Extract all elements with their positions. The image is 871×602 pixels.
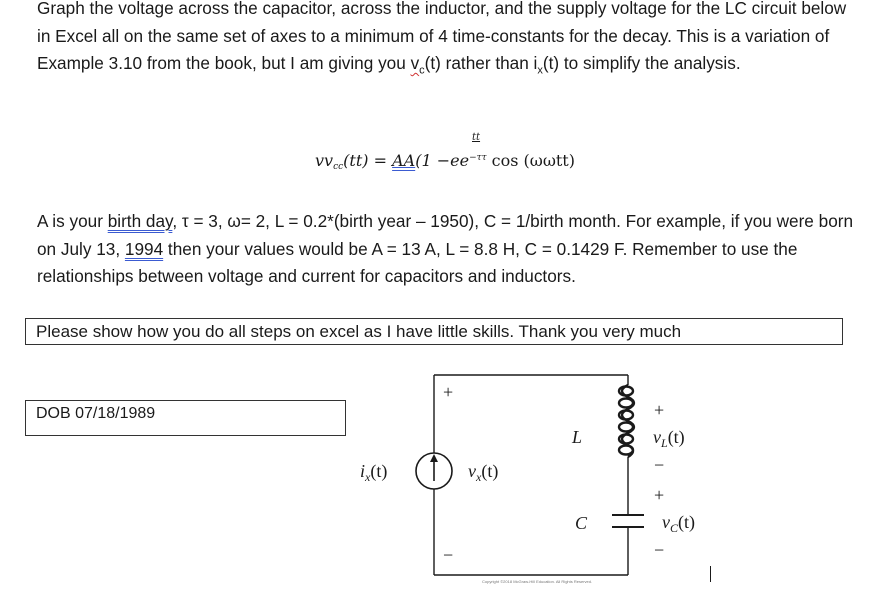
voltage-equation: vvcc(tt) = $AA(1 -ee^{-\tau\tau}$ cos (ωωtt) (315, 151, 575, 172)
ix-label: $i_x(t)$ (360, 461, 388, 484)
vc-term: $v_c$ (410, 53, 425, 77)
vx-label: $v_x(t)$ (468, 461, 499, 484)
request-text-box[interactable]: Please show how you do all steps on excel as I have little skills. Thank you very much (25, 318, 843, 345)
p1-text-c: (t) to simplify the analysis. (542, 53, 741, 73)
lc-circuit-diagram (350, 365, 730, 595)
vc-label: $v_C(t)$ (662, 512, 696, 535)
copyright-note: Copyright ©2018 McGraw-Hill Education. All Rights Reserved. (482, 579, 593, 584)
equation-superscript: tt (472, 132, 481, 143)
inductor-label: L (572, 427, 583, 447)
text-cursor (710, 566, 711, 582)
p1-text-a: Graph the voltage across the capacitor, across the inductor, and the supply voltage for the LC circuit below in Excel all on the same set of axes to a minimum of 4 time-constants for the decay. This is a variation of Example 3.10 from the book, but I am giving you (37, 0, 847, 73)
current-source-icon (416, 453, 452, 489)
vx-plus-sign: + (443, 382, 454, 402)
p1-text-b: (t) rather than i (424, 53, 538, 73)
capacitor-icon (612, 515, 644, 527)
capacitor-label: C (575, 513, 588, 533)
year-term: 1994 (124, 238, 164, 259)
vc-minus-sign: − (654, 540, 665, 560)
vl-label: $v_L(t)$ (653, 427, 685, 450)
ix-subscript: x (537, 64, 543, 77)
vx-minus-sign: − (443, 545, 454, 565)
inductor-coil-icon (619, 385, 634, 457)
problem-paragraph-1 (37, 0, 857, 78)
vl-plus-sign: + (654, 400, 665, 420)
vl-minus-sign: − (654, 455, 665, 475)
birth-day-term: birth day (107, 211, 173, 231)
dob-text-box[interactable]: DOB 07/18/1989 (25, 400, 346, 436)
vc-plus-sign: + (654, 485, 665, 505)
problem-paragraph-2: A is your birth day, τ = 3, ω= 2, L = 0.2*(birth year – 1950), C = 1/birth month. For example, if you were born on July 13, 1994 then your values would be A = 13 A, L = 8.8 H, C = 0.1429 F. Remember to use the relationships between voltage and current for capacitors and inductors. (37, 211, 854, 286)
